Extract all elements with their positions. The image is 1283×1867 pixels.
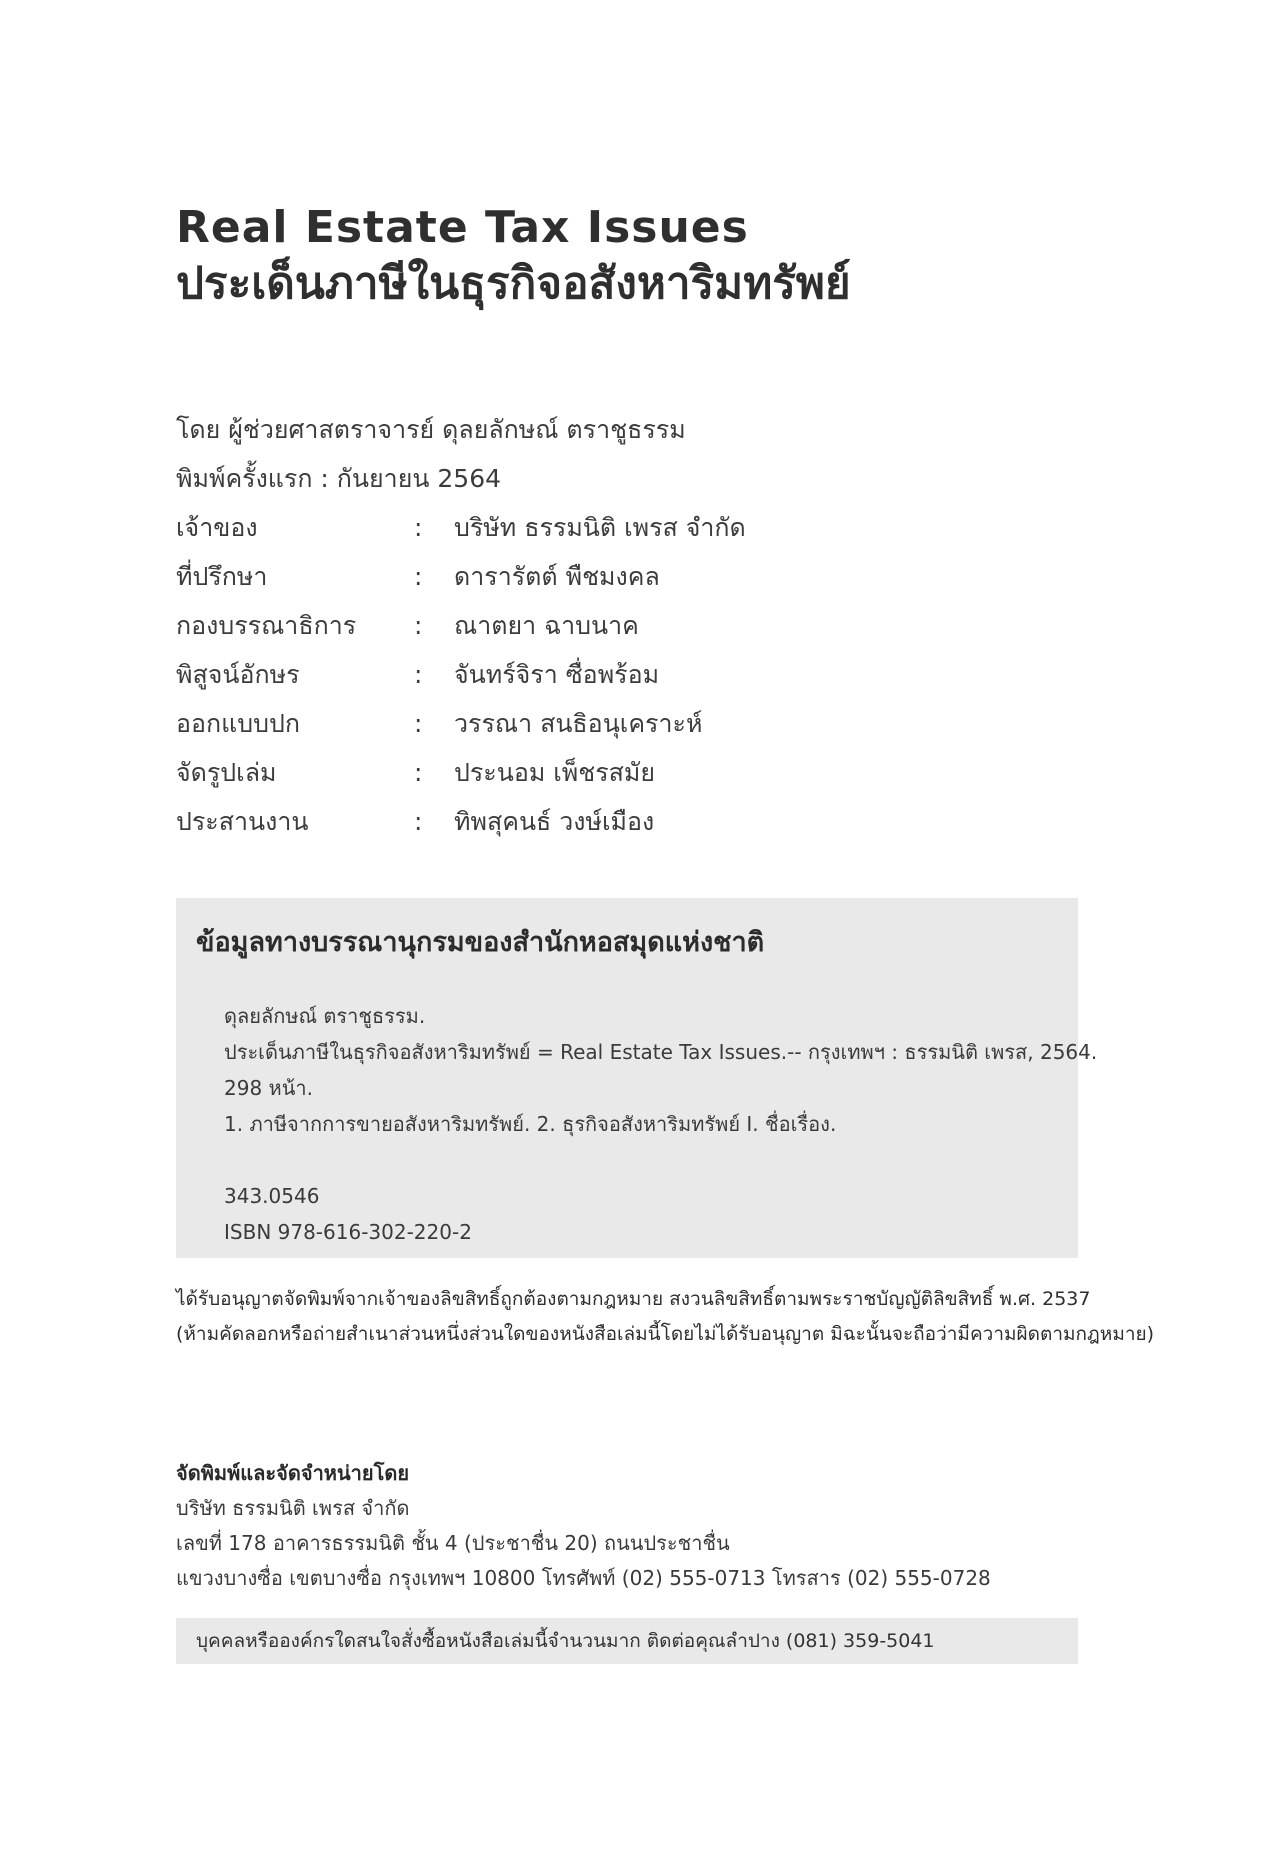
credits-section [176, 405, 1076, 846]
cataloging-spacer [224, 1142, 1097, 1178]
cataloging-classification: 343.0546 [224, 1184, 320, 1208]
staff-name: บริษัท ธรรมนิติ เพรส จำกัด [454, 513, 746, 542]
staff-row-advisor [176, 552, 1076, 601]
copyright-line-1: ได้รับอนุญาตจัดพิมพ์จากเจ้าของลิขสิทธิ์ถูกต้องตามกฎหมาย สงวนลิขสิทธิ์ตามพระราชบัญญัติลิขสิทธิ์ พ.ศ. 2537 [176, 1288, 1091, 1310]
copyright-line-2: (ห้ามคัดลอกหรือถ่ายสำเนาส่วนหนึ่งส่วนใดของหนังสือเล่มนี้โดยไม่ได้รับอนุญาต มิฉะนั้นจะถือว่ามีความผิดตามกฎหมาย) [176, 1323, 1155, 1345]
publisher-address-1: เลขที่ 178 อาคารธรรมนิติ ชั้น 4 (ประชาชื่น 20) ถนนประชาชื่น [176, 1531, 730, 1555]
staff-row-cover-design [176, 699, 1076, 748]
publisher-heading: จัดพิมพ์และจัดจำหน่ายโดย [176, 1461, 410, 1485]
staff-separator: : [414, 562, 423, 591]
staff-separator: : [414, 660, 423, 689]
staff-separator: : [414, 513, 423, 542]
staff-name: วรรณา สนธิอนุเคราะห์ [454, 709, 703, 738]
staff-row-layout [176, 748, 1076, 797]
staff-separator: : [414, 807, 423, 836]
cataloging-title: ประเด็นภาษีในธุรกิจอสังหาริมทรัพย์ = Real Estate Tax Issues.-- กรุงเทพฯ : ธรรมนิติ เพรส, 2564. [224, 1040, 1098, 1064]
staff-separator: : [414, 709, 423, 738]
staff-row-proofreader [176, 650, 1076, 699]
author-line: โดย ผู้ช่วยศาสตราจารย์ ดุลยลักษณ์ ตราชูธรรม [176, 415, 686, 444]
cataloging-body [224, 998, 1097, 1250]
staff-role: กองบรรณาธิการ [176, 611, 357, 640]
cataloging-data-box [176, 898, 1098, 1258]
staff-row-editorial [176, 601, 1076, 650]
staff-name: ณาตยา ฉาบนาค [454, 611, 639, 640]
title-thai: ประเด็นภาษีในธุรกิจอสังหาริมทรัพย์ [176, 258, 851, 309]
title-english: Real Estate Tax Issues [176, 202, 749, 253]
staff-name: ทิพสุคนธ์ วงษ์เมือง [454, 807, 655, 836]
publisher-section [176, 1456, 1176, 1596]
staff-role: จัดรูปเล่ม [176, 758, 277, 787]
staff-role: ประสานงาน [176, 807, 309, 836]
cataloging-heading: ข้อมูลทางบรรณานุกรมของสำนักหอสมุดแห่งชาติ [196, 927, 765, 958]
publisher-name: บริษัท ธรรมนิติ เพรส จำกัด [176, 1496, 410, 1520]
staff-separator: : [414, 758, 423, 787]
cataloging-subjects: 1. ภาษีจากการขายอสังหาริมทรัพย์. 2. ธุรกิจอสังหาริมทรัพย์ I. ชื่อเรื่อง. [224, 1112, 837, 1136]
staff-role: ที่ปรึกษา [176, 562, 268, 591]
book-title [176, 200, 1176, 312]
bulk-order-note: บุคคลหรือองค์กรใดสนใจสั่งซื้อหนังสือเล่มนี้จำนวนมาก ติดต่อคุณลำปาง (081) 359-5041 [196, 1630, 935, 1652]
staff-separator: : [414, 611, 423, 640]
edition-line: พิมพ์ครั้งแรก : กันยายน 2564 [176, 464, 502, 493]
publisher-address-2: แขวงบางซื่อ เขตบางซื่อ กรุงเทพฯ 10800 โทรศัพท์ (02) 555-0713 โทรสาร (02) 555-0728 [176, 1566, 991, 1590]
staff-row-owner [176, 503, 1076, 552]
cataloging-isbn: ISBN 978-616-302-220-2 [224, 1220, 472, 1244]
copyright-notice [176, 1282, 1176, 1352]
staff-name: จันทร์จิรา ซื่อพร้อม [454, 660, 660, 689]
bulk-order-box [176, 1618, 1078, 1664]
staff-role: เจ้าของ [176, 513, 258, 542]
staff-name: ดารารัตต์ พืชมงคล [454, 562, 660, 591]
staff-row-coordinator [176, 797, 1076, 846]
cataloging-pages: 298 หน้า. [224, 1076, 313, 1100]
staff-role: ออกแบบปก [176, 709, 301, 738]
staff-name: ประนอม เพ็ชรสมัย [454, 758, 656, 787]
cataloging-author: ดุลยลักษณ์ ตราชูธรรม. [224, 1004, 426, 1028]
staff-role: พิสูจน์อักษร [176, 660, 300, 689]
